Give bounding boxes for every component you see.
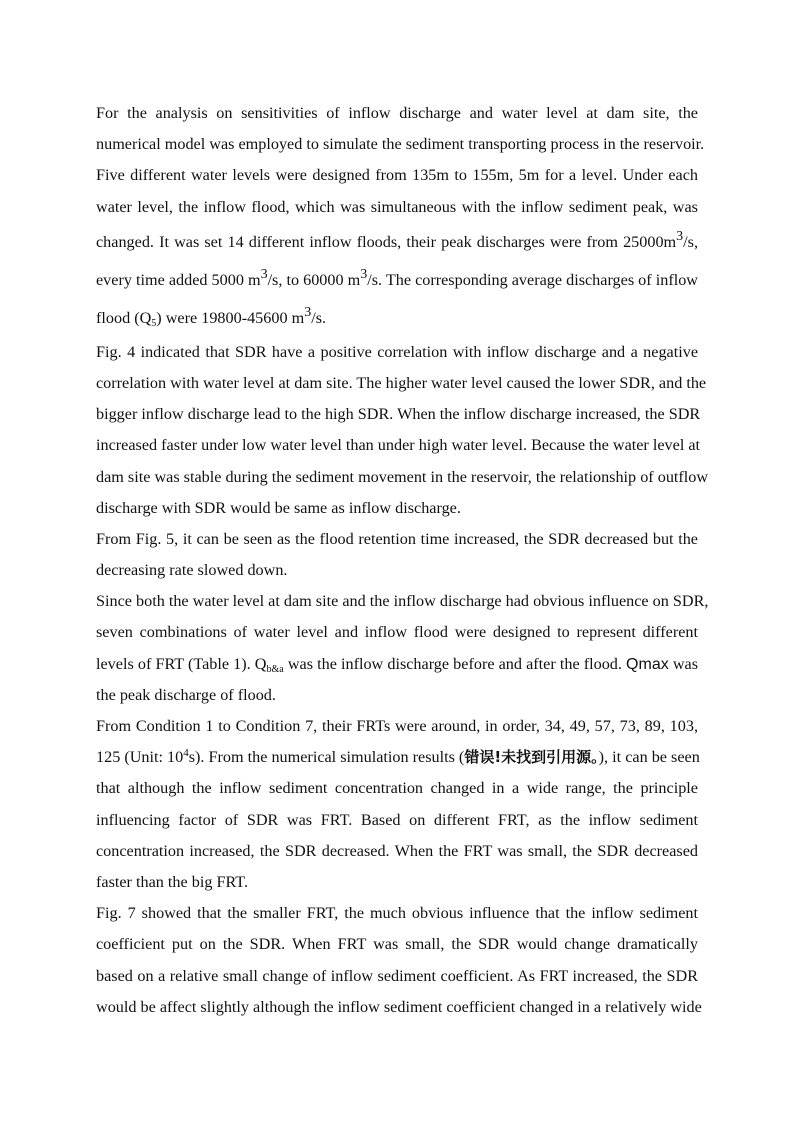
text-line: coefficient put on the SDR. When FRT was small, the SDR would change dramatically xyxy=(96,935,698,954)
text-line: changed. It was set 14 different inflow floods, their peak discharges were from 25000m3/s, xyxy=(96,228,698,251)
text-line: flood $(Q_5)$ were 19800-45600 m3/s. xyxy=(96,304,327,329)
paragraph-5 xyxy=(96,711,698,898)
text-line: From Condition 1 to Condition 7, their FRTs were around, in order, 34, 49, 57, 73, 89, 103, xyxy=(96,717,698,735)
text-line: discharge with SDR would be same as inflow discharge. xyxy=(96,498,461,517)
body-text xyxy=(96,98,709,1023)
text-line: Fig. 7 showed that the smaller FRT, the much obvious influence that the inflow sediment xyxy=(96,904,698,923)
text-line: Fig. 4 indicated that SDR have a positive correlation with inflow discharge and a negative xyxy=(96,342,698,361)
text-line: water level, the inflow flood, which was simultaneous with the inflow sediment peak, was xyxy=(96,197,698,216)
paragraph-4 xyxy=(96,586,709,711)
paragraph-1 xyxy=(96,98,705,337)
text-line: correlation with water level at dam site. The higher water level caused the lower SDR, and the xyxy=(96,373,707,392)
text-line: dam site was stable during the sediment movement in the reservoir, the relationship of outflow xyxy=(96,467,709,486)
text-line: seven combinations of water level and inflow flood were designed to represent different xyxy=(96,623,698,642)
text-line: would be affect slightly although the inflow sediment coefficient changed in a relatively wide xyxy=(96,997,702,1016)
text-line: levels of FRT (Table 1). $Q_{b\&a}$ was the inflow discharge before and after the flood. Qmax was xyxy=(96,654,698,675)
paragraph-6 xyxy=(96,898,702,1023)
text-line: faster than the big FRT. xyxy=(96,872,249,891)
text-line: Five different water levels were designed from 135m to 155m, 5m for a level. Under each xyxy=(96,166,698,185)
text-line: 125 (Unit: $10^4s$). From the numerical simulation results (错误!未找到引用源。), it can be seen xyxy=(96,747,700,767)
broken-reference: 错误!未找到引用源。 xyxy=(464,748,599,767)
text-line: bigger inflow discharge lead to the high SDR. When the inflow discharge increased, the SDR xyxy=(96,405,701,424)
text-line: For the analysis on sensitivities of inflow discharge and water level at dam site, the xyxy=(96,104,698,122)
paragraph-3 xyxy=(96,524,698,586)
text-line: increased faster under low water level than under high water level. Because the water level at xyxy=(96,436,701,455)
text-line: decreasing rate slowed down. xyxy=(96,561,288,580)
text-line: Since both the water level at dam site and the inflow discharge had obvious influence on SDR, xyxy=(96,592,709,611)
text-line: every time added 5000 m3/s, to 60000 m3/s. The corresponding average discharges of inflow xyxy=(96,266,698,289)
text-line: based on a relative small change of inflow sediment coefficient. As FRT increased, the SDR xyxy=(96,966,698,985)
paragraph-2 xyxy=(96,337,709,524)
text-line: influencing factor of SDR was FRT. Based on different FRT, as the inflow sediment xyxy=(96,810,698,829)
text-line: concentration increased, the SDR decreased. When the FRT was small, the SDR decreased xyxy=(96,841,698,860)
text-line: the peak discharge of flood. xyxy=(96,685,276,704)
text-line: numerical model was employed to simulate the sediment transporting process in the reservoir. xyxy=(96,135,705,154)
text-line: that although the inflow sediment concentration changed in a wide range, the principle xyxy=(96,779,698,798)
text-line: From Fig. 5, it can be seen as the flood retention time increased, the SDR decreased but the xyxy=(96,529,698,548)
